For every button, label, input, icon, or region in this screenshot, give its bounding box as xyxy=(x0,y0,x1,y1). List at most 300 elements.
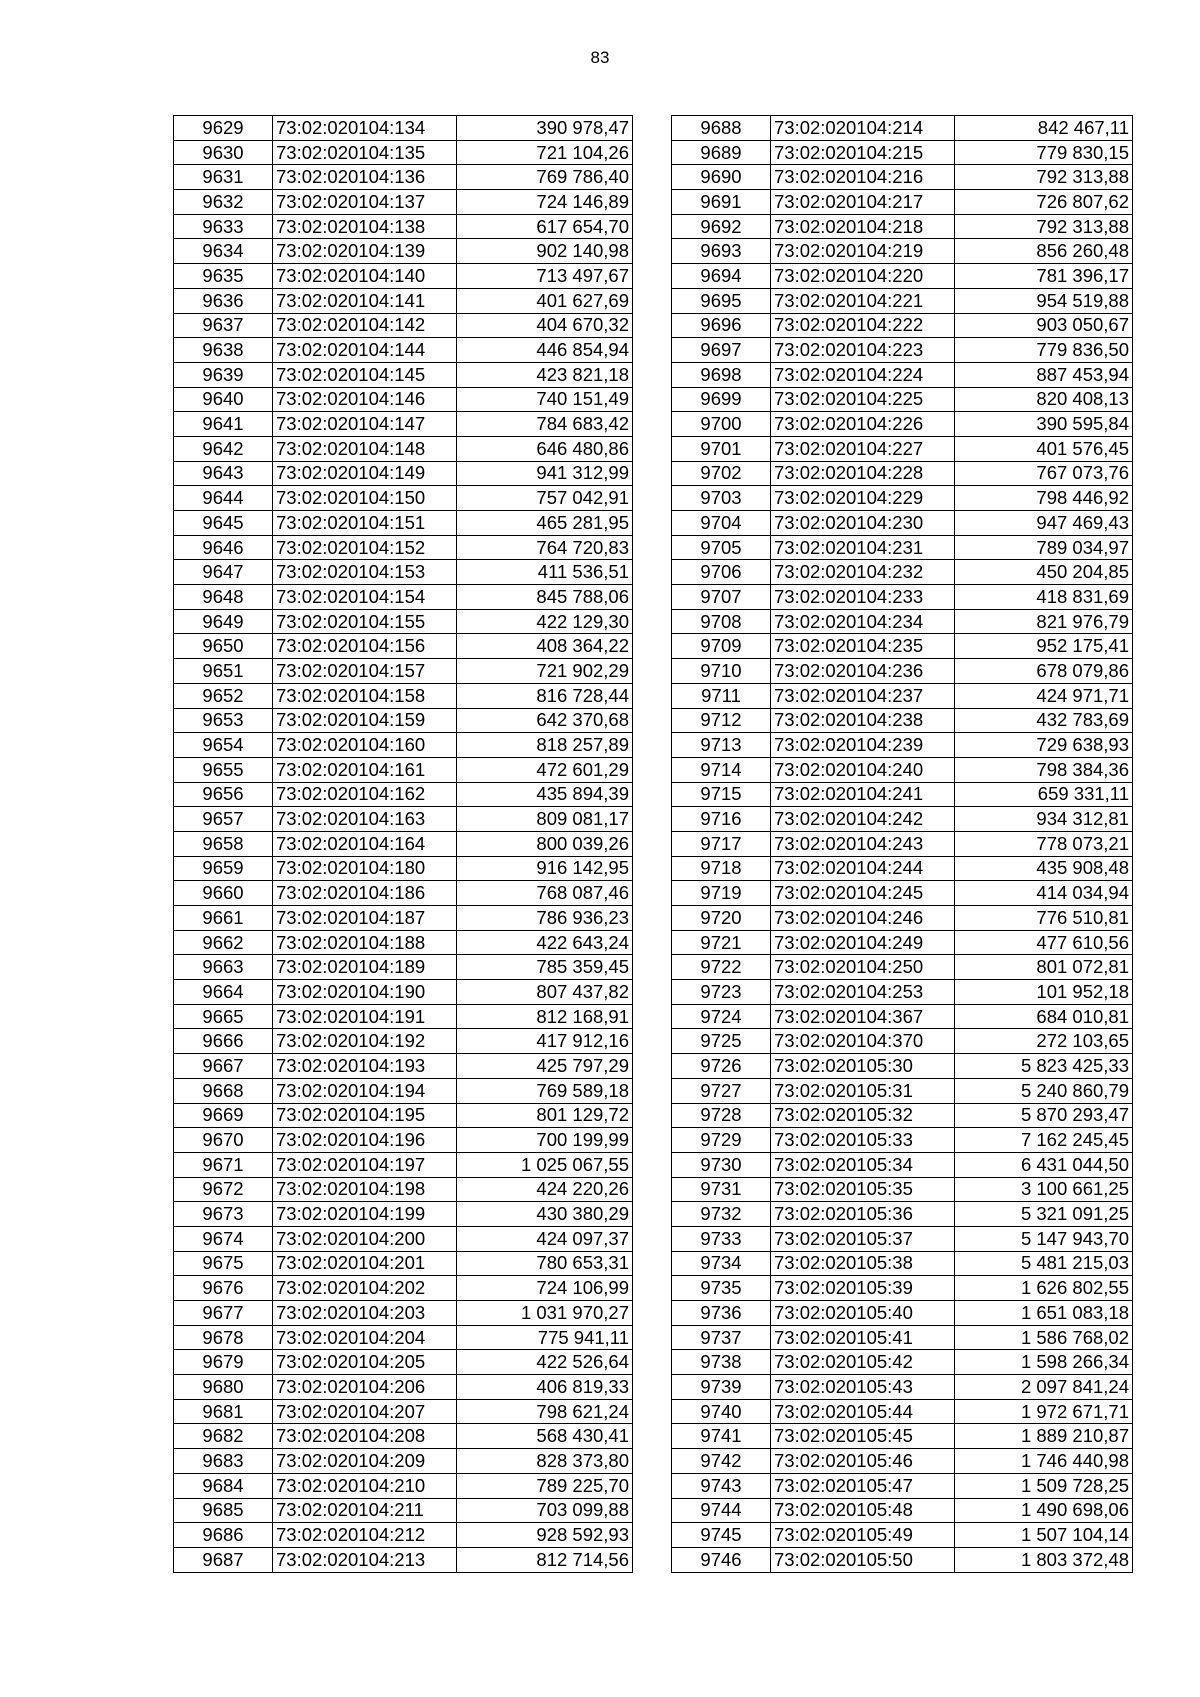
row-number-cell: 9697 xyxy=(672,338,771,363)
cadastral-number-cell: 73:02:020104:146 xyxy=(273,387,457,412)
cadastral-number-cell: 73:02:020105:43 xyxy=(771,1375,955,1400)
table-row xyxy=(174,1251,633,1276)
cadastral-number-cell: 73:02:020105:49 xyxy=(771,1523,955,1548)
register-table-left xyxy=(173,115,633,1573)
value-cell: 713 497,67 xyxy=(457,264,633,289)
row-number-cell: 9646 xyxy=(174,535,273,560)
value-cell: 700 199,99 xyxy=(457,1128,633,1153)
table-row xyxy=(174,1350,633,1375)
cadastral-number-cell: 73:02:020104:158 xyxy=(273,683,457,708)
value-cell: 646 480,86 xyxy=(457,436,633,461)
table-row xyxy=(174,733,633,758)
table-row xyxy=(672,288,1133,313)
cadastral-number-cell: 73:02:020104:237 xyxy=(771,683,955,708)
table-row xyxy=(174,1399,633,1424)
table-row xyxy=(672,387,1133,412)
row-number-cell: 9721 xyxy=(672,930,771,955)
table-row xyxy=(174,1276,633,1301)
table-row xyxy=(672,313,1133,338)
value-cell: 789 034,97 xyxy=(955,535,1133,560)
value-cell: 842 467,11 xyxy=(955,116,1133,141)
cadastral-number-cell: 73:02:020104:157 xyxy=(273,659,457,684)
cadastral-number-cell: 73:02:020104:139 xyxy=(273,239,457,264)
cadastral-number-cell: 73:02:020104:198 xyxy=(273,1177,457,1202)
value-cell: 477 610,56 xyxy=(955,930,1133,955)
cadastral-number-cell: 73:02:020104:144 xyxy=(273,338,457,363)
table-row xyxy=(672,338,1133,363)
row-number-cell: 9687 xyxy=(174,1547,273,1572)
row-number-cell: 9631 xyxy=(174,165,273,190)
row-number-cell: 9659 xyxy=(174,856,273,881)
row-number-cell: 9710 xyxy=(672,659,771,684)
table-row xyxy=(672,634,1133,659)
row-number-cell: 9745 xyxy=(672,1523,771,1548)
table-row xyxy=(672,906,1133,931)
table-row xyxy=(672,609,1133,634)
value-cell: 941 312,99 xyxy=(457,461,633,486)
value-cell: 411 536,51 xyxy=(457,560,633,585)
row-number-cell: 9733 xyxy=(672,1226,771,1251)
row-number-cell: 9726 xyxy=(672,1054,771,1079)
table-row xyxy=(672,856,1133,881)
row-number-cell: 9694 xyxy=(672,264,771,289)
table-row xyxy=(174,1177,633,1202)
row-number-cell: 9717 xyxy=(672,831,771,856)
table-row xyxy=(174,387,633,412)
table-row xyxy=(672,1128,1133,1153)
value-cell: 792 313,88 xyxy=(955,165,1133,190)
cadastral-number-cell: 73:02:020104:152 xyxy=(273,535,457,560)
value-cell: 721 902,29 xyxy=(457,659,633,684)
table-row xyxy=(672,930,1133,955)
row-number-cell: 9644 xyxy=(174,486,273,511)
cadastral-number-cell: 73:02:020104:370 xyxy=(771,1029,955,1054)
value-cell: 902 140,98 xyxy=(457,239,633,264)
table-row xyxy=(174,214,633,239)
cadastral-number-cell: 73:02:020104:218 xyxy=(771,214,955,239)
value-cell: 5 147 943,70 xyxy=(955,1226,1133,1251)
row-number-cell: 9708 xyxy=(672,609,771,634)
row-number-cell: 9729 xyxy=(672,1128,771,1153)
row-number-cell: 9636 xyxy=(174,288,273,313)
cadastral-number-cell: 73:02:020104:249 xyxy=(771,930,955,955)
value-cell: 903 050,67 xyxy=(955,313,1133,338)
cadastral-number-cell: 73:02:020104:188 xyxy=(273,930,457,955)
table-row xyxy=(672,1473,1133,1498)
table-row xyxy=(672,757,1133,782)
row-number-cell: 9742 xyxy=(672,1449,771,1474)
value-cell: 1 651 083,18 xyxy=(955,1301,1133,1326)
table-row xyxy=(174,980,633,1005)
row-number-cell: 9638 xyxy=(174,338,273,363)
row-number-cell: 9648 xyxy=(174,585,273,610)
cadastral-number-cell: 73:02:020104:200 xyxy=(273,1226,457,1251)
cadastral-number-cell: 73:02:020104:151 xyxy=(273,511,457,536)
value-cell: 678 079,86 xyxy=(955,659,1133,684)
cadastral-number-cell: 73:02:020104:250 xyxy=(771,955,955,980)
value-cell: 401 576,45 xyxy=(955,436,1133,461)
table-row xyxy=(672,807,1133,832)
cadastral-number-cell: 73:02:020105:41 xyxy=(771,1325,955,1350)
value-cell: 947 469,43 xyxy=(955,511,1133,536)
cadastral-number-cell: 73:02:020104:244 xyxy=(771,856,955,881)
table-row xyxy=(672,190,1133,215)
table-row xyxy=(672,1276,1133,1301)
cadastral-number-cell: 73:02:020105:45 xyxy=(771,1424,955,1449)
cadastral-number-cell: 73:02:020104:224 xyxy=(771,362,955,387)
table-row xyxy=(174,1301,633,1326)
value-cell: 2 097 841,24 xyxy=(955,1375,1133,1400)
cadastral-number-cell: 73:02:020104:196 xyxy=(273,1128,457,1153)
cadastral-number-cell: 73:02:020104:202 xyxy=(273,1276,457,1301)
table-row xyxy=(174,1325,633,1350)
table-row xyxy=(672,1152,1133,1177)
table-row xyxy=(672,1177,1133,1202)
cadastral-number-cell: 73:02:020104:220 xyxy=(771,264,955,289)
cadastral-number-cell: 73:02:020104:206 xyxy=(273,1375,457,1400)
row-number-cell: 9732 xyxy=(672,1202,771,1227)
row-number-cell: 9727 xyxy=(672,1078,771,1103)
cadastral-number-cell: 73:02:020105:30 xyxy=(771,1054,955,1079)
row-number-cell: 9689 xyxy=(672,140,771,165)
value-cell: 424 220,26 xyxy=(457,1177,633,1202)
value-cell: 568 430,41 xyxy=(457,1424,633,1449)
cadastral-number-cell: 73:02:020104:217 xyxy=(771,190,955,215)
cadastral-number-cell: 73:02:020104:134 xyxy=(273,116,457,141)
table-row xyxy=(174,1103,633,1128)
cadastral-number-cell: 73:02:020104:159 xyxy=(273,708,457,733)
value-cell: 406 819,33 xyxy=(457,1375,633,1400)
value-cell: 781 396,17 xyxy=(955,264,1133,289)
value-cell: 845 788,06 xyxy=(457,585,633,610)
table-row xyxy=(174,1547,633,1572)
row-number-cell: 9677 xyxy=(174,1301,273,1326)
row-number-cell: 9672 xyxy=(174,1177,273,1202)
cadastral-number-cell: 73:02:020105:42 xyxy=(771,1350,955,1375)
row-number-cell: 9715 xyxy=(672,782,771,807)
value-cell: 779 830,15 xyxy=(955,140,1133,165)
value-cell: 726 807,62 xyxy=(955,190,1133,215)
table-row xyxy=(174,1054,633,1079)
table-row xyxy=(174,461,633,486)
cadastral-number-cell: 73:02:020104:215 xyxy=(771,140,955,165)
value-cell: 816 728,44 xyxy=(457,683,633,708)
table-row xyxy=(174,881,633,906)
cadastral-number-cell: 73:02:020104:199 xyxy=(273,1202,457,1227)
row-number-cell: 9673 xyxy=(174,1202,273,1227)
table-row xyxy=(174,906,633,931)
table-row xyxy=(174,560,633,585)
row-number-cell: 9643 xyxy=(174,461,273,486)
table-row xyxy=(672,1029,1133,1054)
value-cell: 792 313,88 xyxy=(955,214,1133,239)
value-cell: 724 146,89 xyxy=(457,190,633,215)
register-table-right xyxy=(671,115,1133,1573)
table-row xyxy=(672,560,1133,585)
cadastral-number-cell: 73:02:020104:145 xyxy=(273,362,457,387)
cadastral-number-cell: 73:02:020104:140 xyxy=(273,264,457,289)
table-row xyxy=(672,1103,1133,1128)
row-number-cell: 9652 xyxy=(174,683,273,708)
table-row xyxy=(174,362,633,387)
value-cell: 423 821,18 xyxy=(457,362,633,387)
cadastral-number-cell: 73:02:020104:212 xyxy=(273,1523,457,1548)
cadastral-number-cell: 73:02:020104:137 xyxy=(273,190,457,215)
value-cell: 5 823 425,33 xyxy=(955,1054,1133,1079)
cadastral-number-cell: 73:02:020105:32 xyxy=(771,1103,955,1128)
value-cell: 435 908,48 xyxy=(955,856,1133,881)
table-row xyxy=(672,362,1133,387)
cadastral-number-cell: 73:02:020104:242 xyxy=(771,807,955,832)
cadastral-number-cell: 73:02:020104:235 xyxy=(771,634,955,659)
row-number-cell: 9667 xyxy=(174,1054,273,1079)
value-cell: 740 151,49 xyxy=(457,387,633,412)
cadastral-number-cell: 73:02:020104:192 xyxy=(273,1029,457,1054)
table-row xyxy=(672,708,1133,733)
cadastral-number-cell: 73:02:020104:149 xyxy=(273,461,457,486)
cadastral-number-cell: 73:02:020105:35 xyxy=(771,1177,955,1202)
row-number-cell: 9655 xyxy=(174,757,273,782)
value-cell: 422 643,24 xyxy=(457,930,633,955)
value-cell: 404 670,32 xyxy=(457,313,633,338)
table-row xyxy=(174,239,633,264)
cadastral-number-cell: 73:02:020104:210 xyxy=(273,1473,457,1498)
value-cell: 446 854,94 xyxy=(457,338,633,363)
cadastral-number-cell: 73:02:020104:238 xyxy=(771,708,955,733)
row-number-cell: 9670 xyxy=(174,1128,273,1153)
table-row xyxy=(174,1498,633,1523)
value-cell: 5 321 091,25 xyxy=(955,1202,1133,1227)
value-cell: 778 073,21 xyxy=(955,831,1133,856)
value-cell: 101 952,18 xyxy=(955,980,1133,1005)
value-cell: 5 870 293,47 xyxy=(955,1103,1133,1128)
cadastral-number-cell: 73:02:020104:228 xyxy=(771,461,955,486)
value-cell: 786 936,23 xyxy=(457,906,633,931)
table-row xyxy=(672,1251,1133,1276)
row-number-cell: 9683 xyxy=(174,1449,273,1474)
row-number-cell: 9645 xyxy=(174,511,273,536)
row-number-cell: 9664 xyxy=(174,980,273,1005)
value-cell: 424 971,71 xyxy=(955,683,1133,708)
value-cell: 432 783,69 xyxy=(955,708,1133,733)
table-row xyxy=(174,1004,633,1029)
row-number-cell: 9675 xyxy=(174,1251,273,1276)
table-row xyxy=(174,1424,633,1449)
row-number-cell: 9660 xyxy=(174,881,273,906)
row-number-cell: 9705 xyxy=(672,535,771,560)
value-cell: 779 836,50 xyxy=(955,338,1133,363)
row-number-cell: 9679 xyxy=(174,1350,273,1375)
row-number-cell: 9681 xyxy=(174,1399,273,1424)
cadastral-number-cell: 73:02:020104:222 xyxy=(771,313,955,338)
row-number-cell: 9661 xyxy=(174,906,273,931)
cadastral-number-cell: 73:02:020104:216 xyxy=(771,165,955,190)
value-cell: 417 912,16 xyxy=(457,1029,633,1054)
row-number-cell: 9713 xyxy=(672,733,771,758)
table-row xyxy=(174,757,633,782)
value-cell: 757 042,91 xyxy=(457,486,633,511)
value-cell: 887 453,94 xyxy=(955,362,1133,387)
row-number-cell: 9649 xyxy=(174,609,273,634)
table-row xyxy=(672,1399,1133,1424)
table-row xyxy=(174,708,633,733)
value-cell: 1 803 372,48 xyxy=(955,1547,1133,1572)
value-cell: 798 384,36 xyxy=(955,757,1133,782)
value-cell: 390 978,47 xyxy=(457,116,633,141)
table-row xyxy=(672,264,1133,289)
row-number-cell: 9671 xyxy=(174,1152,273,1177)
table-row xyxy=(672,659,1133,684)
cadastral-number-cell: 73:02:020104:201 xyxy=(273,1251,457,1276)
cadastral-number-cell: 73:02:020104:190 xyxy=(273,980,457,1005)
row-number-cell: 9725 xyxy=(672,1029,771,1054)
table-row xyxy=(672,1202,1133,1227)
row-number-cell: 9740 xyxy=(672,1399,771,1424)
row-number-cell: 9669 xyxy=(174,1103,273,1128)
row-number-cell: 9692 xyxy=(672,214,771,239)
table-row xyxy=(174,609,633,634)
value-cell: 721 104,26 xyxy=(457,140,633,165)
row-number-cell: 9723 xyxy=(672,980,771,1005)
row-number-cell: 9651 xyxy=(174,659,273,684)
row-number-cell: 9666 xyxy=(174,1029,273,1054)
row-number-cell: 9698 xyxy=(672,362,771,387)
value-cell: 430 380,29 xyxy=(457,1202,633,1227)
value-cell: 828 373,80 xyxy=(457,1449,633,1474)
cadastral-number-cell: 73:02:020104:191 xyxy=(273,1004,457,1029)
cadastral-number-cell: 73:02:020104:195 xyxy=(273,1103,457,1128)
table-row xyxy=(672,1226,1133,1251)
value-cell: 801 129,72 xyxy=(457,1103,633,1128)
value-cell: 769 786,40 xyxy=(457,165,633,190)
value-cell: 807 437,82 xyxy=(457,980,633,1005)
value-cell: 798 446,92 xyxy=(955,486,1133,511)
row-number-cell: 9668 xyxy=(174,1078,273,1103)
cadastral-number-cell: 73:02:020104:226 xyxy=(771,412,955,437)
row-number-cell: 9632 xyxy=(174,190,273,215)
cadastral-number-cell: 73:02:020104:150 xyxy=(273,486,457,511)
value-cell: 785 359,45 xyxy=(457,955,633,980)
cadastral-number-cell: 73:02:020104:155 xyxy=(273,609,457,634)
table-row xyxy=(174,436,633,461)
value-cell: 401 627,69 xyxy=(457,288,633,313)
row-number-cell: 9654 xyxy=(174,733,273,758)
row-number-cell: 9731 xyxy=(672,1177,771,1202)
cadastral-number-cell: 73:02:020104:231 xyxy=(771,535,955,560)
table-row xyxy=(174,412,633,437)
value-cell: 422 526,64 xyxy=(457,1350,633,1375)
value-cell: 1 972 671,71 xyxy=(955,1399,1133,1424)
table-row xyxy=(672,831,1133,856)
cadastral-number-cell: 73:02:020104:148 xyxy=(273,436,457,461)
value-cell: 418 831,69 xyxy=(955,585,1133,610)
value-cell: 1 626 802,55 xyxy=(955,1276,1133,1301)
row-number-cell: 9711 xyxy=(672,683,771,708)
value-cell: 764 720,83 xyxy=(457,535,633,560)
value-cell: 800 039,26 xyxy=(457,831,633,856)
value-cell: 916 142,95 xyxy=(457,856,633,881)
cadastral-number-cell: 73:02:020104:187 xyxy=(273,906,457,931)
row-number-cell: 9730 xyxy=(672,1152,771,1177)
row-number-cell: 9695 xyxy=(672,288,771,313)
value-cell: 798 621,24 xyxy=(457,1399,633,1424)
cadastral-number-cell: 73:02:020105:36 xyxy=(771,1202,955,1227)
value-cell: 7 162 245,45 xyxy=(955,1128,1133,1153)
cadastral-number-cell: 73:02:020104:229 xyxy=(771,486,955,511)
row-number-cell: 9734 xyxy=(672,1251,771,1276)
row-number-cell: 9714 xyxy=(672,757,771,782)
row-number-cell: 9690 xyxy=(672,165,771,190)
table-row xyxy=(672,461,1133,486)
value-cell: 659 331,11 xyxy=(955,782,1133,807)
table-row xyxy=(174,1128,633,1153)
value-cell: 3 100 661,25 xyxy=(955,1177,1133,1202)
row-number-cell: 9682 xyxy=(174,1424,273,1449)
cadastral-number-cell: 73:02:020104:245 xyxy=(771,881,955,906)
cadastral-number-cell: 73:02:020104:204 xyxy=(273,1325,457,1350)
cadastral-number-cell: 73:02:020104:227 xyxy=(771,436,955,461)
table-row xyxy=(672,1523,1133,1548)
value-cell: 414 034,94 xyxy=(955,881,1133,906)
value-cell: 820 408,13 xyxy=(955,387,1133,412)
table-row xyxy=(672,1424,1133,1449)
table-row xyxy=(672,165,1133,190)
row-number-cell: 9701 xyxy=(672,436,771,461)
cadastral-number-cell: 73:02:020104:141 xyxy=(273,288,457,313)
table-row xyxy=(672,585,1133,610)
value-cell: 642 370,68 xyxy=(457,708,633,733)
row-number-cell: 9702 xyxy=(672,461,771,486)
table-row xyxy=(174,535,633,560)
cadastral-number-cell: 73:02:020104:213 xyxy=(273,1547,457,1572)
cadastral-number-cell: 73:02:020104:209 xyxy=(273,1449,457,1474)
value-cell: 818 257,89 xyxy=(457,733,633,758)
row-number-cell: 9684 xyxy=(174,1473,273,1498)
cadastral-number-cell: 73:02:020104:163 xyxy=(273,807,457,832)
cadastral-number-cell: 73:02:020104:219 xyxy=(771,239,955,264)
value-cell: 1 586 768,02 xyxy=(955,1325,1133,1350)
cadastral-number-cell: 73:02:020104:186 xyxy=(273,881,457,906)
row-number-cell: 9633 xyxy=(174,214,273,239)
row-number-cell: 9691 xyxy=(672,190,771,215)
row-number-cell: 9647 xyxy=(174,560,273,585)
value-cell: 5 240 860,79 xyxy=(955,1078,1133,1103)
row-number-cell: 9693 xyxy=(672,239,771,264)
row-number-cell: 9663 xyxy=(174,955,273,980)
value-cell: 450 204,85 xyxy=(955,560,1133,585)
value-cell: 768 087,46 xyxy=(457,881,633,906)
row-number-cell: 9712 xyxy=(672,708,771,733)
value-cell: 1 598 266,34 xyxy=(955,1350,1133,1375)
cadastral-number-cell: 73:02:020104:233 xyxy=(771,585,955,610)
row-number-cell: 9657 xyxy=(174,807,273,832)
value-cell: 1 507 104,14 xyxy=(955,1523,1133,1548)
value-cell: 789 225,70 xyxy=(457,1473,633,1498)
value-cell: 422 129,30 xyxy=(457,609,633,634)
table-row xyxy=(672,1350,1133,1375)
row-number-cell: 9665 xyxy=(174,1004,273,1029)
table-row xyxy=(174,511,633,536)
value-cell: 6 431 044,50 xyxy=(955,1152,1133,1177)
cadastral-number-cell: 73:02:020104:225 xyxy=(771,387,955,412)
table-row xyxy=(672,1375,1133,1400)
table-row xyxy=(672,1004,1133,1029)
table-row xyxy=(174,1152,633,1177)
value-cell: 812 714,56 xyxy=(457,1547,633,1572)
cadastral-number-cell: 73:02:020104:232 xyxy=(771,560,955,585)
table-row xyxy=(174,1523,633,1548)
cadastral-number-cell: 73:02:020104:147 xyxy=(273,412,457,437)
